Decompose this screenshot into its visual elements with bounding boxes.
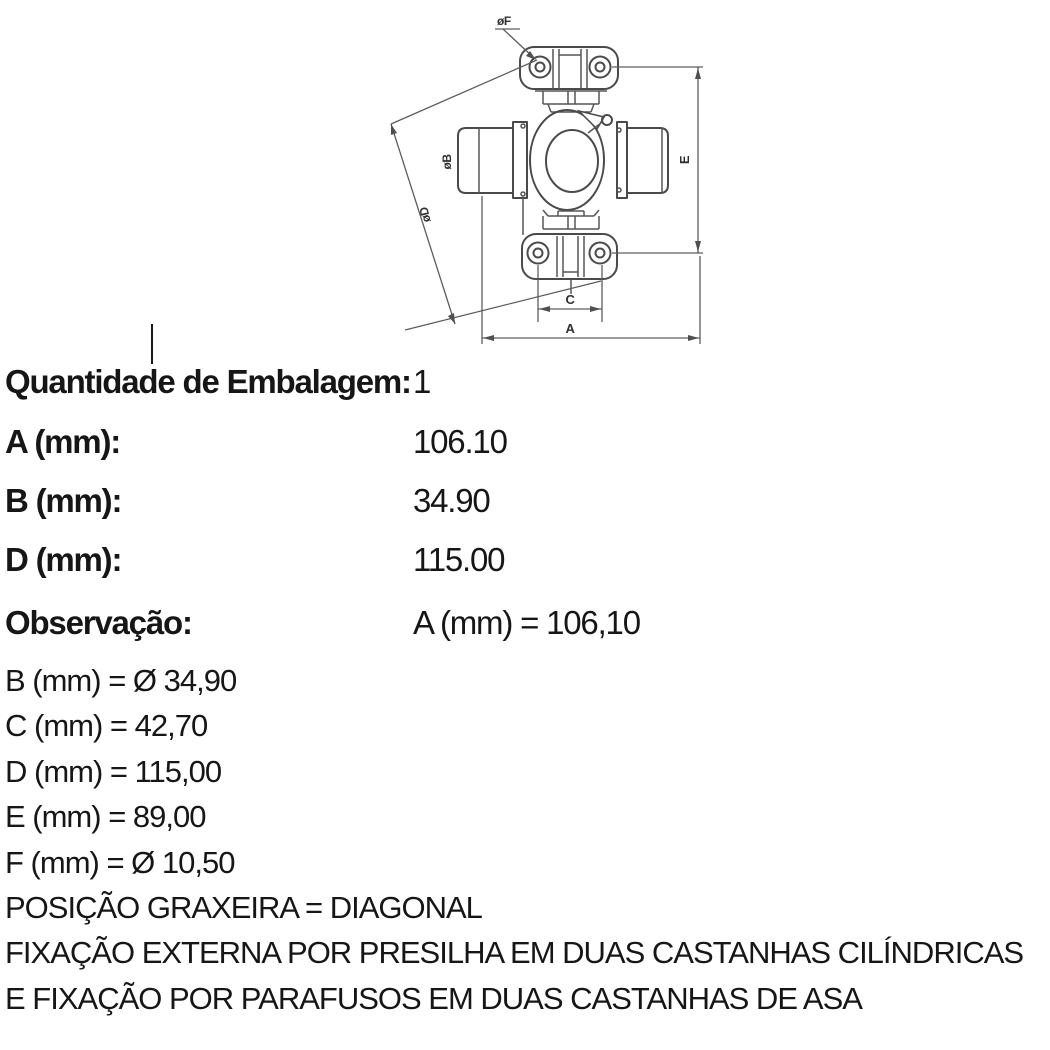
observation-line: B (mm) = Ø 34,90 <box>5 663 237 698</box>
spec-label: A (mm): <box>5 423 121 460</box>
observation-line: POSIÇÃO GRAXEIRA = DIAGONAL <box>5 890 482 926</box>
observation-line: F (mm) = Ø 10,50 <box>5 844 235 880</box>
spec-row-b <box>5 482 490 524</box>
right-bearing-cup <box>617 122 668 198</box>
vertical-tick-mark <box>151 324 153 364</box>
observation-list <box>5 658 1023 1021</box>
observation-line: FIXAÇÃO EXTERNA POR PRESILHA EM DUAS CASTANHAS CILÍNDRICAS <box>5 935 1024 971</box>
spec-value: 106.10 <box>413 423 507 460</box>
dim-label-e: E <box>677 155 692 165</box>
dim-label-f: øF <box>497 14 511 28</box>
spec-label: Observação: <box>5 604 192 641</box>
observation-line: E (mm) = 89,00 <box>5 799 206 835</box>
grease-notch <box>579 111 604 129</box>
spec-row-a <box>5 423 507 465</box>
technical-drawing <box>375 0 720 360</box>
dim-label-c: C <box>565 292 575 307</box>
spec-row-quantidade <box>5 363 431 405</box>
dim-a <box>482 196 700 344</box>
observation-line: C (mm) = 42,70 <box>5 708 208 744</box>
spec-row-observacao <box>5 604 640 646</box>
top-bearing-cup <box>520 47 618 112</box>
spec-value: 34.90 <box>413 482 490 519</box>
left-bearing-cup <box>458 122 527 235</box>
grease-fitting-icon <box>602 115 612 125</box>
spec-label: Quantidade de Embalagem: <box>5 363 411 400</box>
dim-f <box>495 14 536 60</box>
center-ring <box>530 110 612 210</box>
dim-e <box>612 67 703 253</box>
spec-label: D (mm): <box>5 541 122 578</box>
spec-row-d <box>5 541 505 583</box>
dim-c <box>538 265 602 322</box>
dim-label-a: A <box>565 321 575 336</box>
universal-joint-drawing <box>375 0 720 360</box>
observation-line: D (mm) = 115,00 <box>5 753 222 789</box>
dim-d <box>391 60 601 330</box>
observation-line: E FIXAÇÃO POR PARAFUSOS EM DUAS CASTANHAS DE ASA <box>5 980 862 1016</box>
dim-label-b: øB <box>440 154 454 170</box>
bottom-bearing-cup <box>522 210 617 294</box>
dim-label-d: øD <box>416 206 434 224</box>
spec-value: 115.00 <box>413 541 505 578</box>
spec-value: 1 <box>413 363 431 400</box>
spec-label: B (mm): <box>5 482 122 519</box>
spec-value: A (mm) = 106,10 <box>413 604 640 641</box>
